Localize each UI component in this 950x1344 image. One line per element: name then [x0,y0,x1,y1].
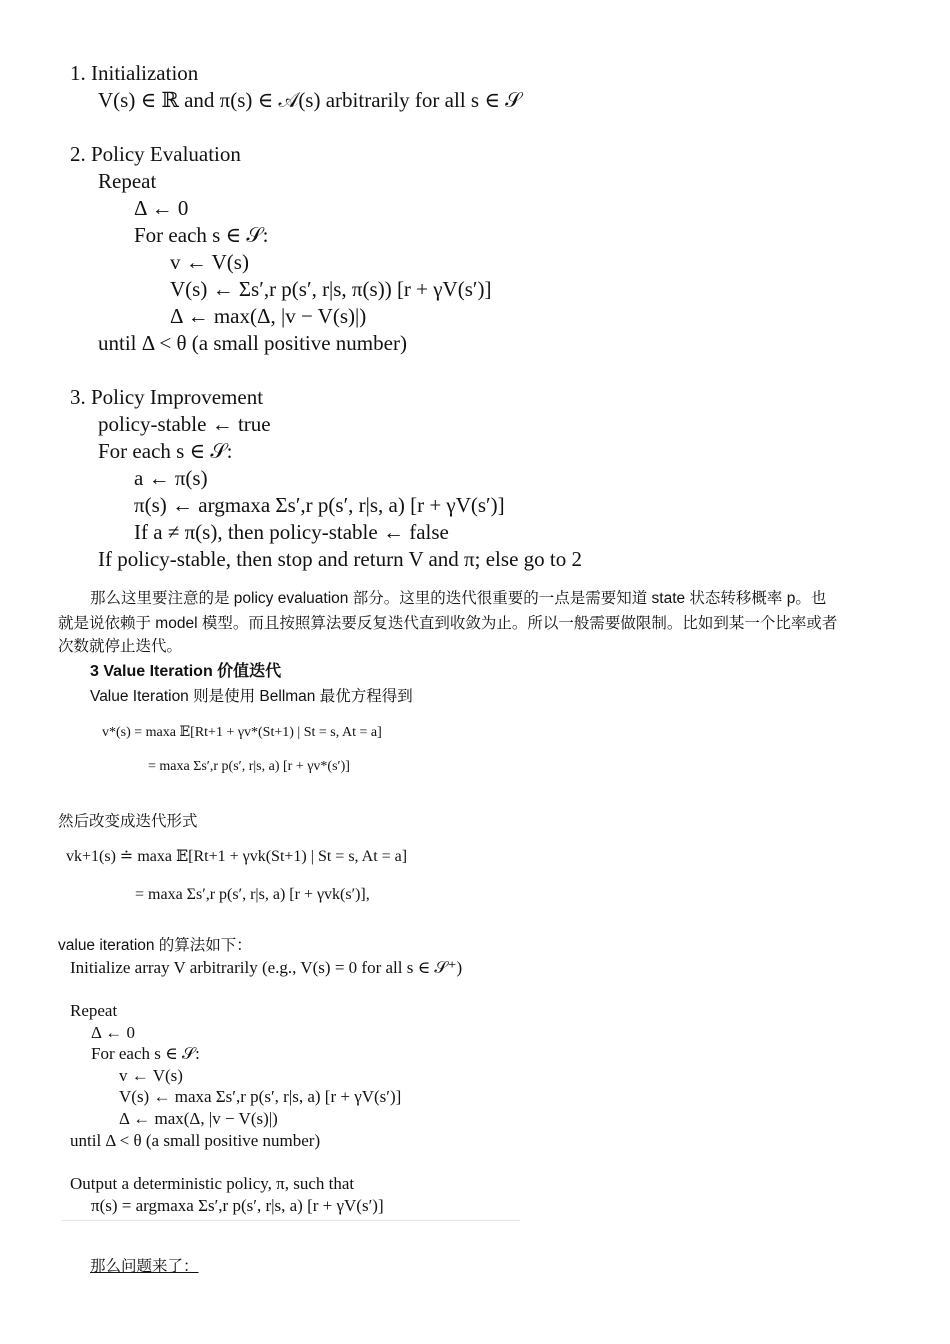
vi-delta-reset: Δ ← 0 [91,1023,135,1042]
eval-bellman-update: V(s) ← Σs′,r p(s′, r|s, π(s)) [r + γV(s′)] [170,277,492,301]
algorithm-intro: value iteration 的算法如下： [58,937,252,954]
step-policy-evaluation: 2. Policy Evaluation [70,142,241,166]
eval-repeat: Repeat [98,169,157,193]
iter-line-2: = maxa Σs′,r p(s′, r|s, a) [r + γvk(s′)], [135,886,370,903]
vi-argmax: π(s) = argmaxa Σs′,r p(s′, r|s, a) [r + γV(s′)] [91,1196,384,1215]
image-bottom-border [62,1220,520,1221]
iterative-form-intro: 然后改变成迭代形式 [58,813,198,830]
init-line: V(s) ∈ ℝ and π(s) ∈ 𝒜(s) arbitrarily for all s ∈ 𝒮 [98,88,522,112]
step-initialization: 1. Initialization [70,61,199,85]
impr-a-assign: a ← π(s) [134,466,208,490]
bellman-line-2: = maxa Σs′,r p(s′, r|s, a) [r + γv*(s′)] [148,759,350,774]
impr-stop: If policy-stable, then stop and return V and π; else go to 2 [98,547,582,571]
vi-for-each: For each s ∈ 𝒮: [91,1044,200,1063]
paragraph-line-1: 那么这里要注意的是 policy evaluation 部分。这里的迭代很重要的一点是需要知道 state 状态转移概率 p。也 [90,590,827,607]
vi-delta-update: Δ ← max(Δ, |v − V(s)|) [119,1109,278,1128]
vi-until: until Δ < θ (a small positive number) [70,1131,321,1150]
bellman-line-1: v*(s) = maxa 𝔼[Rt+1 + γv*(St+1) | St = s, At = a] [102,725,382,740]
eval-delta-update: Δ ← max(Δ, |v − V(s)|) [170,304,367,328]
eval-until: until Δ < θ (a small positive number) [98,331,407,355]
eval-delta-reset: Δ ← 0 [134,196,189,220]
iter-line-1: vk+1(s) ≐ maxa 𝔼[Rt+1 + γvk(St+1) | St = s, At = a] [66,848,408,865]
impr-argmax: π(s) ← argmaxa Σs′,r p(s′, r|s, a) [r + γV(s′)] [134,493,505,517]
vi-v-assign: v ← V(s) [119,1066,183,1085]
impr-for-each: For each s ∈ 𝒮: [98,439,233,463]
paragraph-line-3: 次数就停止迭代。 [58,638,183,655]
impr-if: If a ≠ π(s), then policy-stable ← false [134,520,449,544]
paragraph-line-2: 就是说依赖于 model 模型。而且按照算法要反复迭代直到收敛为止。所以一般需要做限制。比如到某一个比率或者 [58,615,838,632]
vi-repeat: Repeat [70,1001,118,1020]
eval-v-assign: v ← V(s) [170,250,249,274]
vi-output: Output a deterministic policy, π, such that [70,1174,355,1193]
section-heading: 3 Value Iteration 价值迭代 [90,663,282,680]
eval-for-each: For each s ∈ 𝒮: [134,223,269,247]
bellman-intro: Value Iteration 则是使用 Bellman 最优方程得到 [90,688,413,705]
closing-question: 那么问题来了： [90,1258,199,1275]
impr-stable-true: policy-stable ← true [98,412,271,436]
vi-max-update: V(s) ← maxa Σs′,r p(s′, r|s, a) [r + γV(s′)] [119,1087,402,1106]
step-policy-improvement: 3. Policy Improvement [70,385,264,409]
vi-initialize: Initialize array V arbitrarily (e.g., V(s) = 0 for all s ∈ 𝒮⁺) [70,958,463,977]
